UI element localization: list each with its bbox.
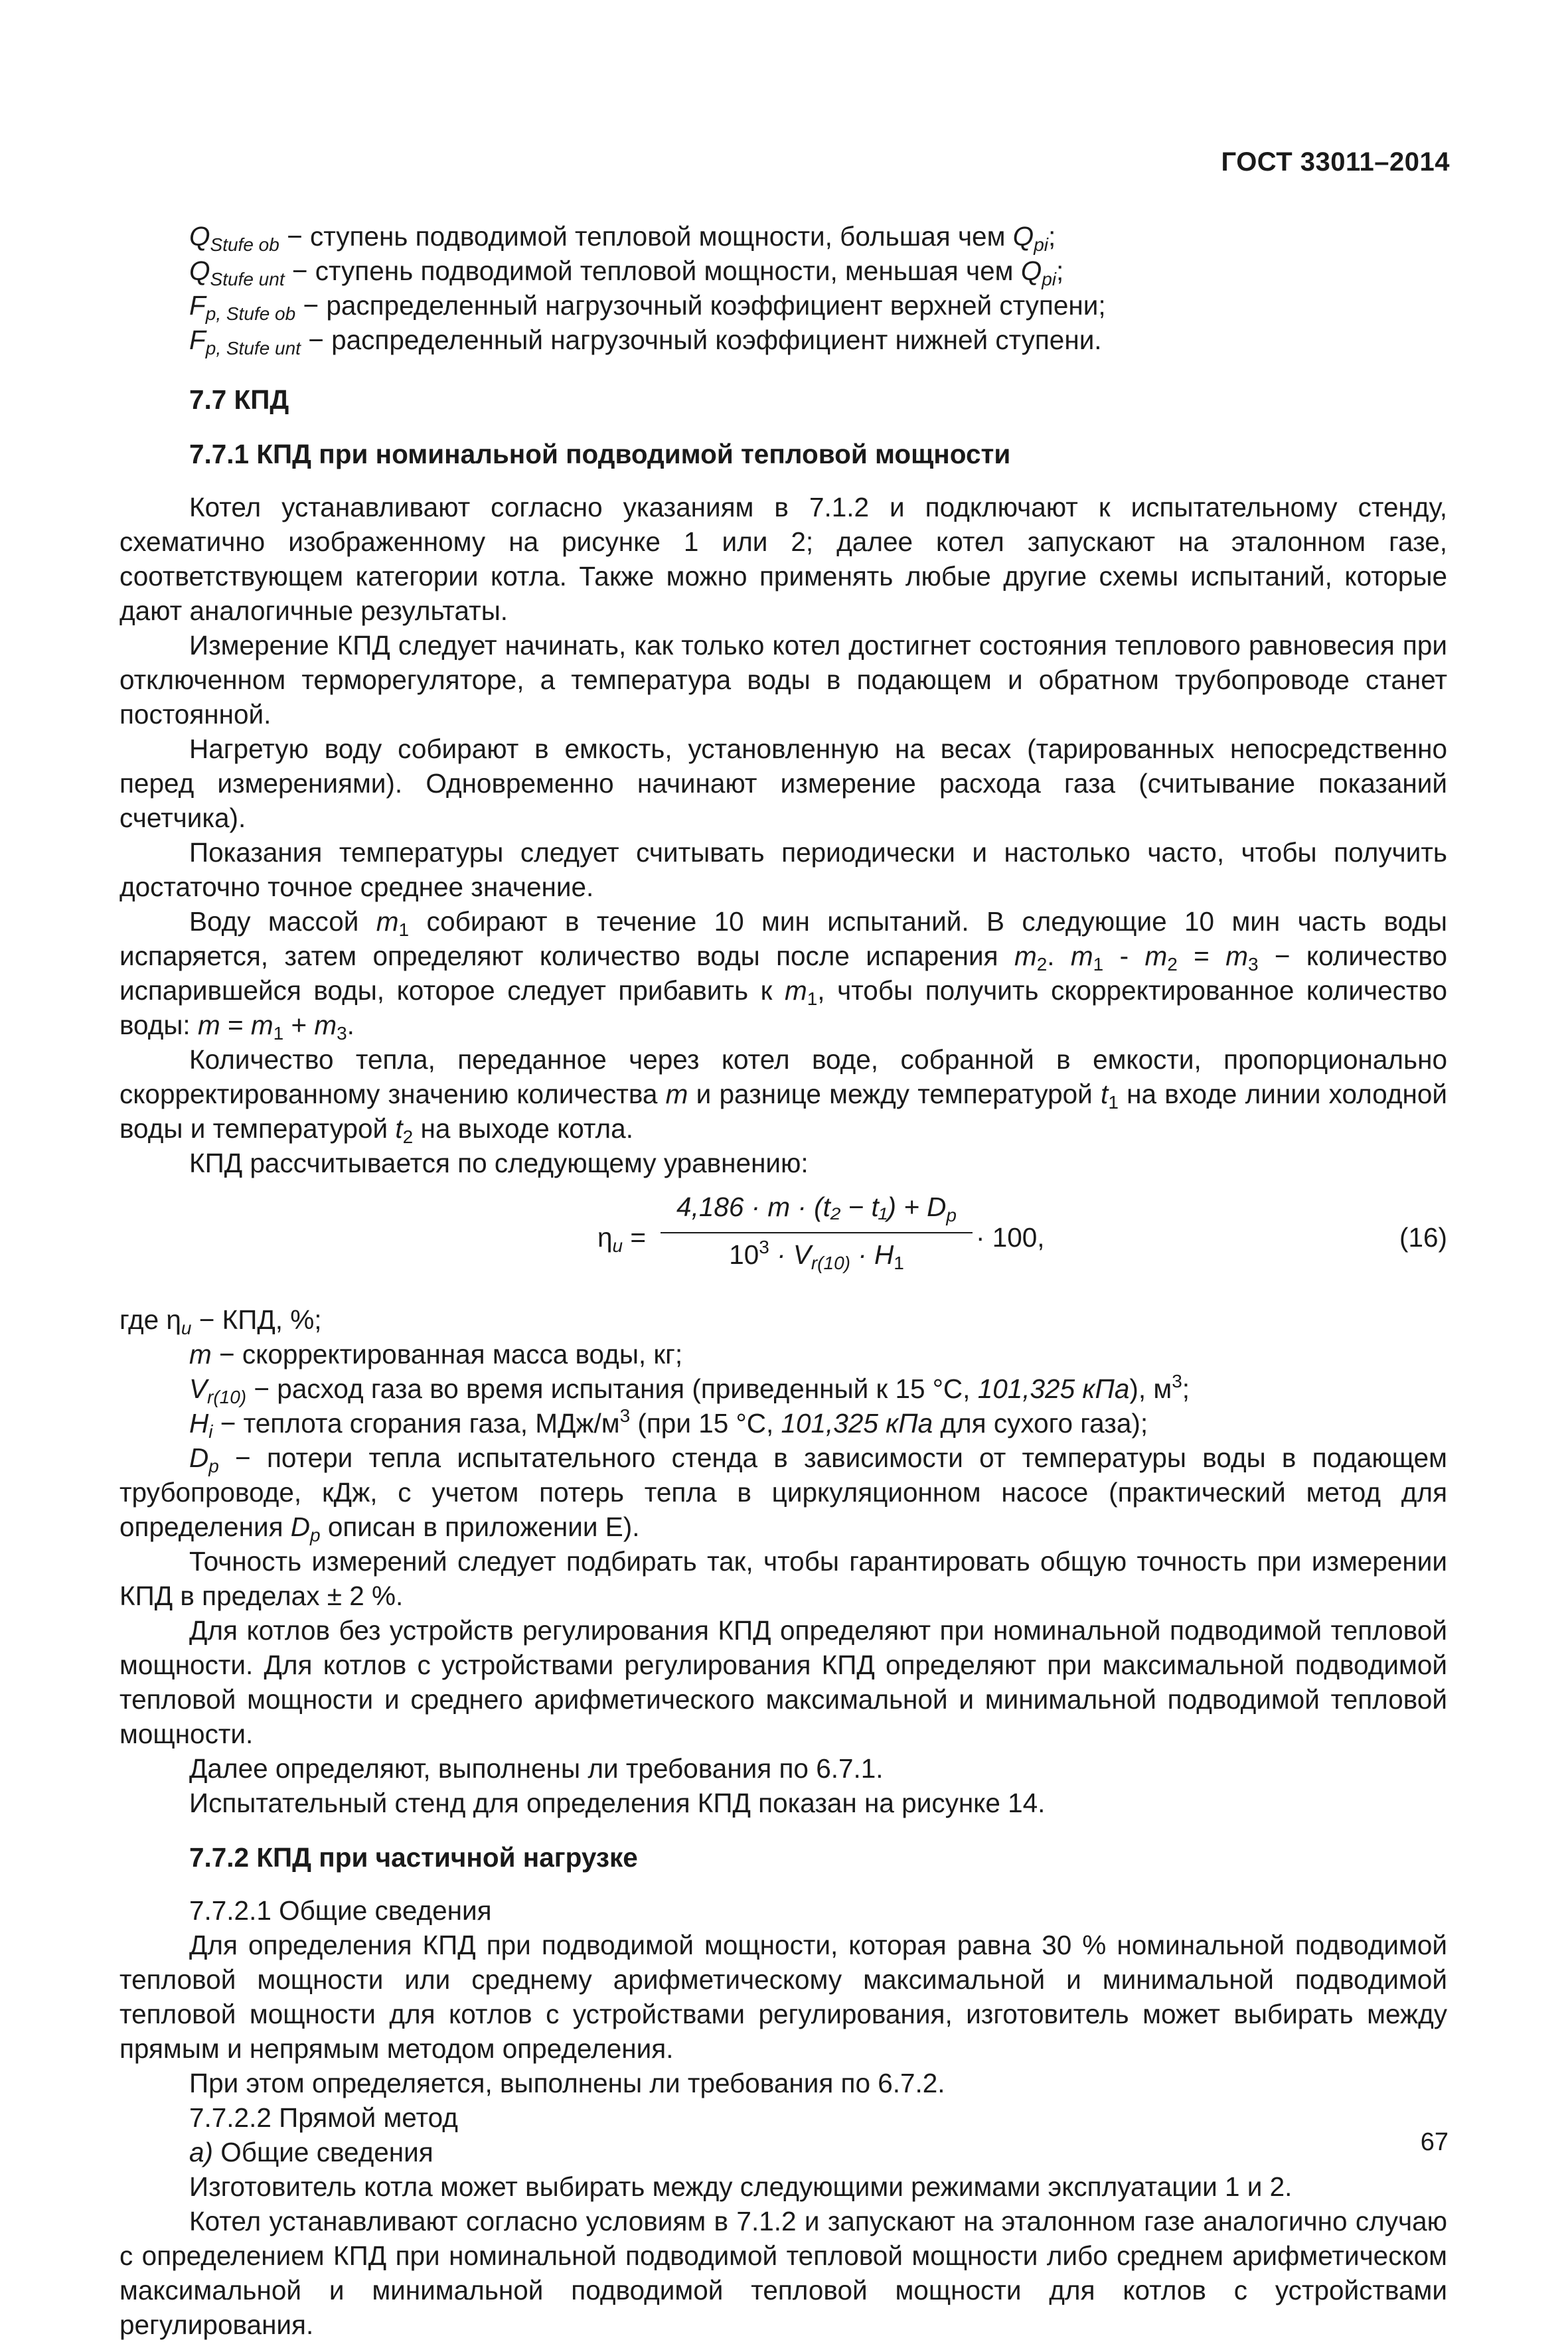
paragraph: Котел устанавливают согласно условиям в 7.1.2 и запускают на эталонном газе аналогично случаю с определением КПД при номинальной подводимой тепловой мощности либо среднем арифметическом максимальной и минимальной подводимой тепловой мощности для котлов с устройствами регулирования.	[119, 2206, 1447, 2340]
fraction-bar	[661, 1232, 973, 1233]
definitions-top	[119, 219, 1447, 357]
paragraph: Далее определяют, выполнены ли требования по 6.7.1.	[189, 1753, 884, 1784]
paragraph: Изготовитель котла может выбирать между следующими режимами эксплуатации 1 и 2.	[189, 2171, 1293, 2202]
where-line: $V_{r(10)}$ − расход газа во время испытания (приведенный к 15 °С, 101,325 кПа), $м^3$;	[189, 1371, 1190, 1407]
definition-line: $Q_{Stufe unt}$ − ступень подводимой тепловой мощности, меньшая чем $Q_{pi}$;	[189, 256, 1064, 289]
formula-lhs: $\eta_u$ =	[597, 1222, 647, 1256]
paragraph-mass: Воду массой $m_1$ собирают в течение 10 мин испытаний. В следующие 10 мин часть воды испаряется, затем определяют количество воды после испарения $m_2$. $m_1 - m_2 = m_3$ − количество испарившейся воды, которое следует прибавить к $m_1$, чтобы получить скорректированное количество воды: $m = m_1 + m_3$.	[119, 906, 1447, 1044]
paragraph: Испытательный стенд для определения КПД показан на рисунке 14.	[189, 1788, 1046, 1818]
subsection-7-7-2-1: 7.7.2.1 Общие сведения	[189, 1895, 492, 1926]
formula-numerator: $4,186 \cdot m \cdot (t_2 - t_1) + D_p$	[676, 1192, 957, 1225]
paragraph: Для котлов без устройств регулирования КПД определяют при номинальной подводимой тепловой мощности. Для котлов с устройствами регулирования КПД определяют при максимальной подводимой тепловой мощности и среднего арифметического максимальной и минимальной подводимой тепловой мощности.	[119, 1615, 1447, 1749]
where-line: где $\eta_u$ − КПД, %;	[119, 1304, 322, 1338]
section-heading-7-7-1: 7.7.1 КПД при номинальной подводимой тепловой мощности	[189, 439, 1011, 469]
paragraph: Показания температуры следует считывать периодически и настолько часто, чтобы получить достаточно точное среднее значение.	[119, 837, 1447, 902]
paragraph: Измерение КПД следует начинать, как только котел достигнет состояния теплового равновесия при отключенном терморегуляторе, а температура воды в подающем и обратном трубопроводе станет постоянной.	[119, 630, 1447, 730]
paragraph: КПД рассчитывается по следующему уравнению:	[189, 1148, 809, 1178]
page-number: 67	[1420, 2128, 1449, 2156]
definition-line: $F_{p, Stufe unt}$ − распределенный нагрузочный коэффициент нижней ступени.	[189, 325, 1102, 358]
paragraph: Нагретую воду собирают в емкость, установленную на весах (тарированных непосредственно перед измерениями). Одновременно начинают измерение расхода газа (считывание показаний счетчика).	[119, 734, 1447, 833]
paragraph: При этом определяется, выполнены ли требования по 6.7.2.	[189, 2068, 945, 2098]
definition-line: $Q_{Stufe ob}$ − ступень подводимой тепловой мощности, большая чем $Q_{pi}$;	[189, 221, 1056, 255]
subsection-7-7-2-2: 7.7.2.2 Прямой метод	[189, 2102, 458, 2133]
paragraph: Для определения КПД при подводимой мощности, которая равна 30 % номинальной подводимой тепловой мощности или среднему арифметическому максимальной и минимальной подводимой тепловой мощности для котлов с устройствами регулирования, изготовитель может выбирать между прямым и непрямым методом определения.	[119, 1930, 1447, 2064]
efficiency-formula	[119, 1190, 1447, 1296]
where-line: $H_i$ − теплота сгорания газа, МДж/$м^3$ (при 15 °С, 101,325 кПа для сухого газа);	[189, 1405, 1148, 1442]
section-heading-7-7: 7.7 КПД	[189, 384, 289, 415]
formula-number: (16)	[1399, 1222, 1447, 1253]
paragraph: Точность измерений следует подбирать так, чтобы гарантировать общую точность при измерении КПД в пределах ± 2 %.	[119, 1546, 1447, 1611]
paragraph-heat: Количество тепла, переданное через котел воде, собранной в емкости, пропорционально скорректированному значению количества m и разнице между температурой $t_1$ на входе линии холодной воды и температурой $t_2$ на выходе котла.	[119, 1044, 1447, 1147]
definition-line: $F_{p, Stufe ob}$ − распределенный нагрузочный коэффициент верхней ступени;	[189, 290, 1106, 324]
where-line: $D_p$ − потери тепла испытательного стенда в зависимости от температуры воды в подающем трубопроводе, кДж, с учетом потерь тепла в циркуляционном насосе (практический метод для определения $D_p$ описан в приложении Е).	[119, 1443, 1447, 1545]
document-code-header: ГОСТ 33011–2014	[1221, 147, 1450, 177]
formula-multiplier: · 100,	[976, 1222, 1045, 1253]
page-body	[119, 219, 1447, 2342]
paragraph: Котел устанавливают согласно указаниям в 7.1.2 и подключают к испытательному стенду, схематично изображенному на рисунке 1 или 2; далее котел запускают на эталонном газе, соответствующем категории котла. Также можно применять любые другие схемы испытаний, которые дают аналогичные результаты.	[119, 492, 1447, 626]
item-a-heading: а) Общие сведения	[189, 2137, 433, 2167]
where-line: m − скорректированная масса воды, кг;	[189, 1339, 683, 1369]
formula-denominator: $10^3 \cdot V_{r(10)} \cdot H_1$	[729, 1237, 904, 1273]
section-heading-7-7-2: 7.7.2 КПД при частичной нагрузке	[189, 1842, 638, 1873]
